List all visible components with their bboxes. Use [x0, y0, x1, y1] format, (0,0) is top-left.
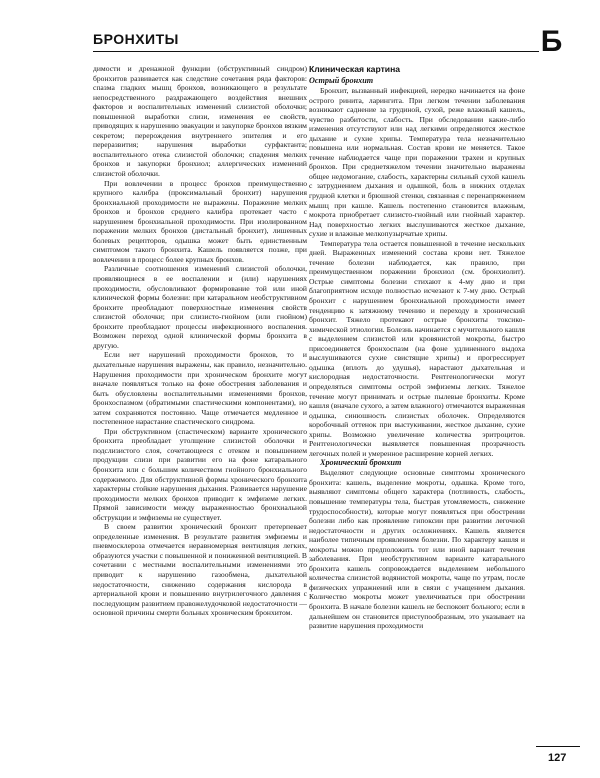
body-paragraph: В своем развитии хронический бронхит претерпевает определенные изменения. В результате развития эмфиземы и пневмосклероза отмечается неравномерная вентиляция легких, образуются участки с повышенной и пониженной вентиляцией. В сочетании с местными воспалительными изменениями это приводит к нарушению газообмена, дыхательной недостаточности, снижению содержания кислорода в артериальной крови и повышению внутрилегочного давления с последующим развитием правожелудочковой недостаточности — основной причины смерти больных хроническим бронхитом.: [93, 522, 307, 618]
body-paragraph: При вовлечении в процесс бронхов преимущественно крупного калибра (проксимальный бронхит) нарушения бронхиальной проходимости не выражены. Поражение мелких бронхов и бронхов среднего калибра протекает часто с нарушением бронхиальной проходимости. При изолированном поражении мелких бронхов (дистальный бронхит), лишенных болевых рецепторов, одышка может быть единственным симптомом такого бронхита. Кашель появляется позже, при вовлечении в процесс более крупных бронхов.: [93, 178, 307, 264]
right-column: [309, 64, 525, 754]
left-column: [93, 64, 307, 754]
subsection-title-acute: Острый бронхит: [309, 76, 374, 85]
header-rule: [93, 51, 539, 52]
body-paragraph: димости и дренажной функции (обструктивный синдром) бронхитов развивается как следствие сочетания ряда факторов: спазма гладких мышц бронхов, возникающего в результате непосредственного раздражающего воздействия внешних факторов и воспалительных изменений слизистой оболочки; повышенной выработки слизи, изменения ее свойств, приводящих к нарушению эвакуации и закупорке бронхов вязким секретом; перерождения внутреннего эпителия и его переразвития; нарушения выработки сурфактанта; воспалительного отека слизистой оболочки; спадения мелких бронхов и закупорки бронхиол; аллергических изменений слизистой оболочки.: [93, 64, 307, 179]
section-title: Клиническая картина: [309, 64, 401, 74]
body-paragraph: При обструктивном (спастическом) варианте хронического бронхита преобладает утолщение слизистой оболочки и подслизистого слоя, сочетающееся с отеком и повышением продукции слизи при развитии его на фоне катарального бронхита или с большим количеством гнойного бронхиального содержимого. Для обструктивной формы хронического бронхита характерны стойкие нарушения дыхания. Развивается нарушение проходимости мелких бронхов приводит к эмфиземе легких. Прямой зависимости между выраженностью бронхиальной обструкции и эмфиземы не существует.: [93, 426, 307, 522]
page-number-rule: [536, 746, 580, 747]
body-paragraph: Выделяют следующие основные симптомы хронического бронхита: кашель, выделение мокроты, одышка. Кроме того, выявляют симптомы общего характера (потливость, слабость, повышение температуры тела, быстрая утомляемость, снижение трудоспособности), которые могут появляться при обострении болезни либо как проявление гипоксии при развитии легочной недостаточности и других осложнениях. Кашель является наиболее типичным проявлением болезни. По характеру кашля и мокроты можно предположить тот или иной вариант течения заболевания. При необструктивном варианте катарального бронхита кашель сопровождается выделением небольшого количества слизистой водянистой мокроты, чаще по утрам, после физических упражнений или в связи с учащением дыхания. Количество мокроты может увеличиваться при обострении бронхита. В начале болезни кашель не беспокоит больного; если в дальнейшем он становится приступообразным, это указывает на развитие нарушения проходимости: [309, 468, 525, 631]
body-paragraph: Различные соотношения изменений слизистой оболочки, проявляющиеся в ее воспалении и (или) нарушениях проходимости, обусловливают формирование той или иной клинической формы болезни: при катаральном необструктивном бронхите преобладают поверхностные изменения свойств слизистой оболочки; при слизисто-гнойном (или гнойном) бронхите преобладают процессы инфекционного воспаления. Возможен переход одной клинической формы бронхита в другую.: [93, 264, 307, 350]
page-number: 127: [548, 752, 567, 764]
body-paragraph: Бронхит, вызванный инфекцией, нередко начинается на фоне острого ринита, ларингита. При легком течении заболевания возникают саднение за грудиной, сухой, реже влажный кашель, чувство разбитости, слабость. При обследовании какие-либо изменения отсутствуют или над легкими определяются жесткое дыхание и сухие хрипы. Температура тела незначительно повышена или нормальная. Состав крови не меняется. Такое течение наблюдается чаще при поражении трахеи и крупных бронхов. При среднетяжелом течении значительно выражены общее недомогание, слабость, характерны сильный сухой кашель с затруднением дыхания и одышкой, боль в нижних отделах грудной клетки и брюшной стенки, связанная с перенапряжением мышц при кашле. Кашель постепенно становится влажным, мокрота приобретает слизисто-гнойный или гнойный характер. Над поверхностью легких выслушиваются жесткое дыхание, сухие и влажные мелкопузырчатые хрипы.: [309, 86, 525, 239]
body-paragraph: Если нет нарушений проходимости бронхов, то и дыхательные нарушения выражены, как правило, незначительно. Нарушения проходимости при хроническом бронхите могут вначале появляться только на фоне обострения заболевания и быть обусловлены воспалительными изменениями бронхов, бронхоспазмом (обратимыми спастическими компонентами), но затем сохраняются постоянно. Чаще отмечается медленное и постепенное нарастание спастического синдрома.: [93, 350, 307, 427]
section-letter: Б: [540, 25, 563, 58]
body-paragraph: Температура тела остается повышенной в течение нескольких дней. Выраженных изменений состава крови нет. Тяжелое течение болезни наблюдается, как правило, при преимущественном поражении бронхиол (см. бронхиолит). Острые симптомы болезни стихают к 4-му дню и при благоприятном исходе полностью исчезают к 7-му дню. Острый бронхит с нарушением бронхиальной проходимости имеет тенденцию к затяжному течению и переходу в хронический бронхит. Тяжело протекают острые бронхиты токсико-химической этиологии. Болезнь начинается с мучительного кашля с выделением слизистой или кровянистой мокроты, быстро присоединяется бронхоспазм (на фоне удлиненного выдоха выслушиваются сухие свистящие хрипы) и прогрессирует одышка (вплоть до удушья), нарастают дыхательная и кислородная недостаточности. Рентгенологически могут определяться симптомы острой эмфиземы легких. Тяжелое течение могут принимать и острые пылевые бронхиты. Кроме кашля (вначале сухого, а затем влажного) отмечаются выраженная одышка, синюшность слизистых оболочек. Определяются коробочный оттенок при выстукивании, жесткое дыхание, сухие хрипы. Возможно увеличение количества эритроцитов. Рентгенологически выявляется повышенная прозрачность легочных полей и умеренное расширение корней легких.: [309, 238, 525, 458]
running-title: БРОНХИТЫ: [93, 31, 179, 47]
subsection-title-chronic: Хронический бронхит: [320, 458, 402, 468]
